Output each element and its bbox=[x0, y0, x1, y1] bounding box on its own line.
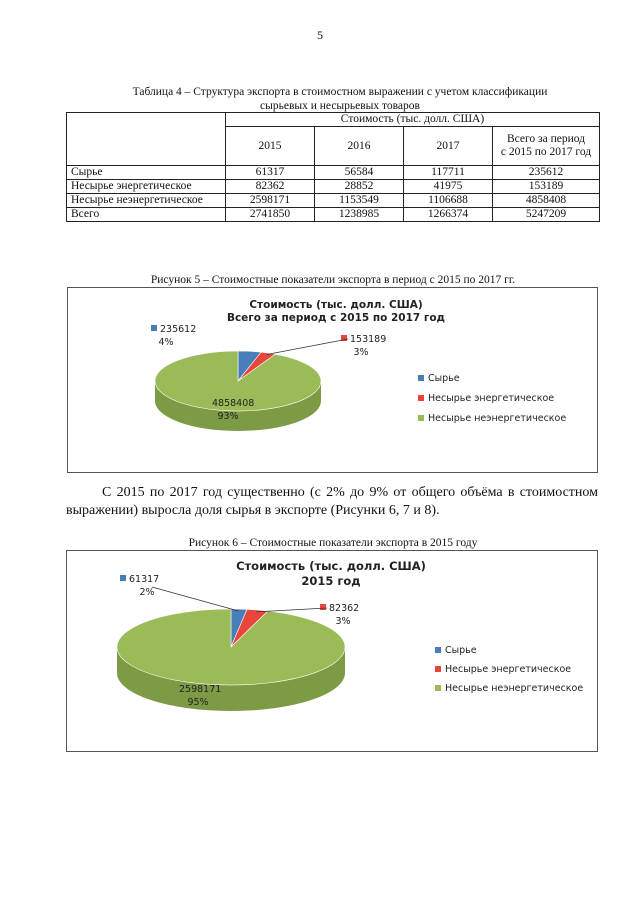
figure6-caption: Рисунок 6 – Стоимостные показатели экспорта в 2015 году bbox=[188, 537, 478, 549]
chart-subtitle: Всего за период с 2015 по 2017 год bbox=[226, 312, 446, 324]
col-header-2016: 2016 bbox=[315, 127, 404, 166]
row-label: Несырье энергетическое bbox=[67, 180, 226, 194]
figure6-pie-svg bbox=[67, 551, 597, 751]
legend-label: Сырье bbox=[428, 373, 460, 384]
data-label-percent: 3% bbox=[353, 347, 369, 358]
table-corner-cell bbox=[67, 113, 226, 166]
leader-line bbox=[256, 608, 327, 612]
row-label: Всего bbox=[67, 208, 226, 222]
legend-swatch bbox=[435, 647, 441, 653]
cell-2017: 41975 bbox=[404, 180, 493, 194]
legend-swatch bbox=[418, 415, 424, 421]
data-label-value: 61317 bbox=[129, 574, 160, 585]
leader-line bbox=[267, 339, 348, 354]
cell-2015: 2598171 bbox=[226, 194, 315, 208]
data-label-marker bbox=[320, 604, 326, 610]
row-label: Сырье bbox=[67, 166, 226, 180]
table-row bbox=[67, 194, 600, 208]
data-label-marker bbox=[151, 325, 157, 331]
cell-2016: 1153549 bbox=[315, 194, 404, 208]
chart-title: Стоимость (тыс. долл. США) bbox=[249, 299, 423, 311]
cell-2015: 61317 bbox=[226, 166, 315, 180]
table-row bbox=[67, 166, 600, 180]
cell-2017: 117711 bbox=[404, 166, 493, 180]
col-header-total-line1: Всего за период bbox=[506, 133, 586, 145]
table-header-group: Стоимость (тыс. долл. США) bbox=[226, 113, 600, 127]
data-label-value: 4858408 bbox=[212, 398, 255, 409]
body-paragraph: С 2015 по 2017 год существенно (с 2% до 9% от общего объёма в стоимостном выражении) выросла доля сырья в экспорте (Рисунки 6, 7 и 8). bbox=[66, 485, 598, 518]
cell-2016: 1238985 bbox=[315, 208, 404, 222]
legend-label: Сырье bbox=[445, 645, 477, 656]
figure6-chart bbox=[66, 550, 598, 752]
data-label-percent: 93% bbox=[217, 411, 239, 422]
cell-2016: 28852 bbox=[315, 180, 404, 194]
data-label-value: 153189 bbox=[350, 334, 387, 345]
legend-label: Несырье неэнергетическое bbox=[428, 413, 567, 424]
cell-2015: 2741850 bbox=[226, 208, 315, 222]
export-structure-table bbox=[66, 112, 600, 222]
data-label-value: 2598171 bbox=[179, 684, 222, 695]
col-header-2015: 2015 bbox=[226, 127, 315, 166]
chart-subtitle: 2015 год bbox=[301, 574, 361, 588]
figure5-pie-svg bbox=[68, 288, 597, 472]
data-label-percent: 4% bbox=[158, 337, 174, 348]
legend-swatch bbox=[418, 375, 424, 381]
row-label: Несырье неэнергетическое bbox=[67, 194, 226, 208]
cell-2015: 82362 bbox=[226, 180, 315, 194]
cell-total: 4858408 bbox=[493, 194, 600, 208]
figure5-caption: Рисунок 5 – Стоимостные показатели экспорта в период с 2015 по 2017 гг. bbox=[150, 274, 516, 286]
data-label-percent: 3% bbox=[335, 616, 351, 627]
col-header-total bbox=[493, 127, 600, 166]
data-label-marker bbox=[120, 575, 126, 581]
cell-total: 235612 bbox=[493, 166, 600, 180]
cell-2016: 56584 bbox=[315, 166, 404, 180]
legend-label: Несырье неэнергетическое bbox=[445, 683, 584, 694]
table-row bbox=[67, 208, 600, 222]
table-caption-line2: сырьевых и несырьевых товаров bbox=[260, 100, 420, 112]
table-caption-line1: Таблица 4 – Структура экспорта в стоимостном выражении с учетом классификации bbox=[132, 86, 548, 98]
cell-2017: 1266374 bbox=[404, 208, 493, 222]
data-label-value: 82362 bbox=[329, 603, 360, 614]
page-number: 5 bbox=[317, 28, 323, 42]
chart-title: Стоимость (тыс. долл. США) bbox=[236, 559, 426, 573]
data-label-value: 235612 bbox=[160, 324, 197, 335]
cell-total: 5247209 bbox=[493, 208, 600, 222]
data-label-percent: 95% bbox=[187, 697, 209, 708]
pie-slice-nonenergy bbox=[117, 609, 345, 685]
legend-swatch bbox=[435, 685, 441, 691]
table-row bbox=[67, 180, 600, 194]
data-label-percent: 2% bbox=[139, 587, 155, 598]
legend-label: Несырье энергетическое bbox=[428, 393, 555, 404]
table-caption bbox=[90, 85, 590, 113]
col-header-total-line2: с 2015 по 2017 год bbox=[500, 146, 592, 158]
figure5-chart bbox=[67, 287, 598, 473]
cell-2017: 1106688 bbox=[404, 194, 493, 208]
legend-label: Несырье энергетическое bbox=[445, 664, 572, 675]
legend-swatch bbox=[435, 666, 441, 672]
legend-swatch bbox=[418, 395, 424, 401]
leader-line bbox=[152, 587, 239, 611]
col-header-2017: 2017 bbox=[404, 127, 493, 166]
cell-total: 153189 bbox=[493, 180, 600, 194]
